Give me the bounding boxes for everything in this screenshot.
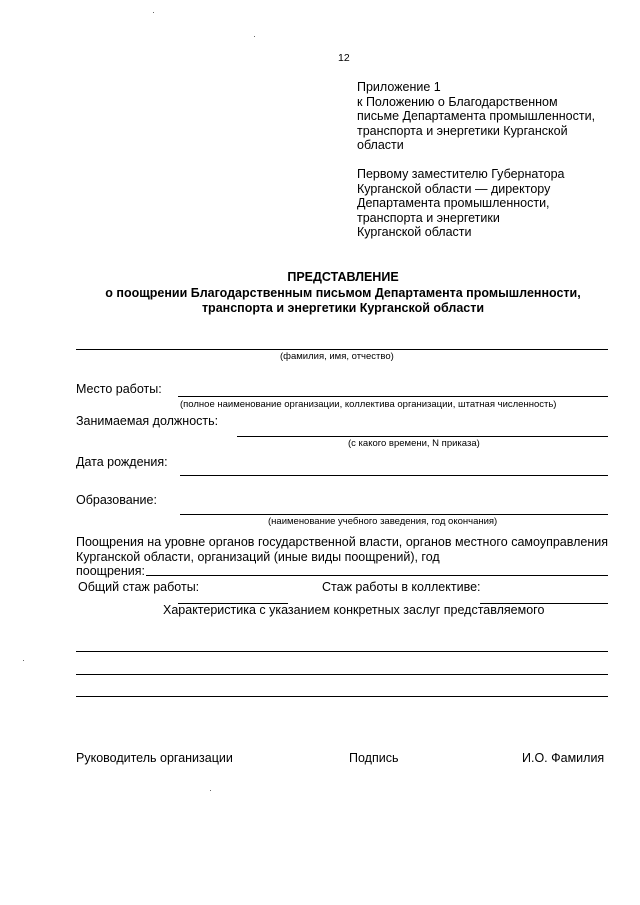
fio-hint: (фамилия, имя, отчество) (280, 351, 394, 362)
workplace-field-line[interactable] (178, 396, 608, 397)
scan-speck (23, 660, 24, 661)
awards-paragraph (76, 535, 608, 579)
appendix-line: к Положению о Благодарственном (357, 94, 558, 109)
addressee-line: Курганской области — директору (357, 181, 551, 196)
awards-field-line[interactable] (146, 575, 608, 576)
total-experience-label: Общий стаж работы: (78, 580, 200, 594)
appendix-line: транспорта и энергетики Курганской (357, 123, 568, 138)
education-label: Образование: (76, 493, 157, 507)
workplace-label: Место работы: (76, 382, 162, 396)
page-number: 12 (338, 52, 350, 64)
workplace-hint: (полное наименование организации, коллектива организации, штатная численность) (180, 399, 557, 410)
appendix-line: письме Департамента промышленности, (357, 109, 596, 123)
awards-text: Поощрения на уровне органов государственной власти, органов местного самоуправления Курганской области, организаций (иные виды поощрений), год (76, 535, 608, 564)
characteristic-line-2[interactable] (76, 674, 608, 675)
education-hint: (наименование учебного заведения, год окончания) (268, 516, 498, 527)
position-field-line[interactable] (237, 436, 608, 437)
position-label: Занимаемая должность: (76, 414, 219, 428)
characteristic-line-1[interactable] (76, 651, 608, 652)
awards-text-end: поощрения: (76, 564, 145, 578)
signature-head-label: Руководитель организации (76, 751, 233, 765)
document-subtitle-line-2: транспорта и энергетики Курганской области (201, 301, 485, 315)
birthdate-field-line[interactable] (180, 475, 608, 476)
position-hint: (с какого времени, N приказа) (348, 438, 480, 449)
appendix-line: Приложение 1 (357, 80, 441, 94)
education-field-line[interactable] (180, 514, 608, 515)
scan-speck (153, 12, 154, 13)
characteristic-line-3[interactable] (76, 696, 608, 697)
fio-field-line[interactable] (76, 349, 608, 350)
document-title: ПРЕДСТАВЛЕНИЕ (287, 270, 399, 284)
addressee-line: транспорта и энергетики (357, 210, 500, 225)
addressee-line: Первому заместителю Губернатора (357, 167, 565, 181)
birthdate-label: Дата рождения: (76, 455, 168, 469)
signature-name-label: И.О. Фамилия (522, 751, 605, 765)
characteristic-label: Характеристика с указанием конкретных заслуг представляемого (163, 603, 545, 617)
signature-sign-label: Подпись (349, 751, 399, 765)
addressee-line: Департамента промышленности, (357, 196, 550, 210)
addressee-block (357, 167, 565, 240)
appendix-line: области (357, 138, 404, 152)
appendix-note (357, 80, 595, 153)
scan-speck (210, 790, 211, 791)
team-experience-label: Стаж работы в коллективе: (322, 580, 481, 594)
addressee-line: Курганской области (357, 225, 472, 239)
document-subtitle-line-1: о поощрении Благодарственным письмом Департамента промышленности, (105, 286, 581, 300)
scan-speck (254, 36, 255, 37)
